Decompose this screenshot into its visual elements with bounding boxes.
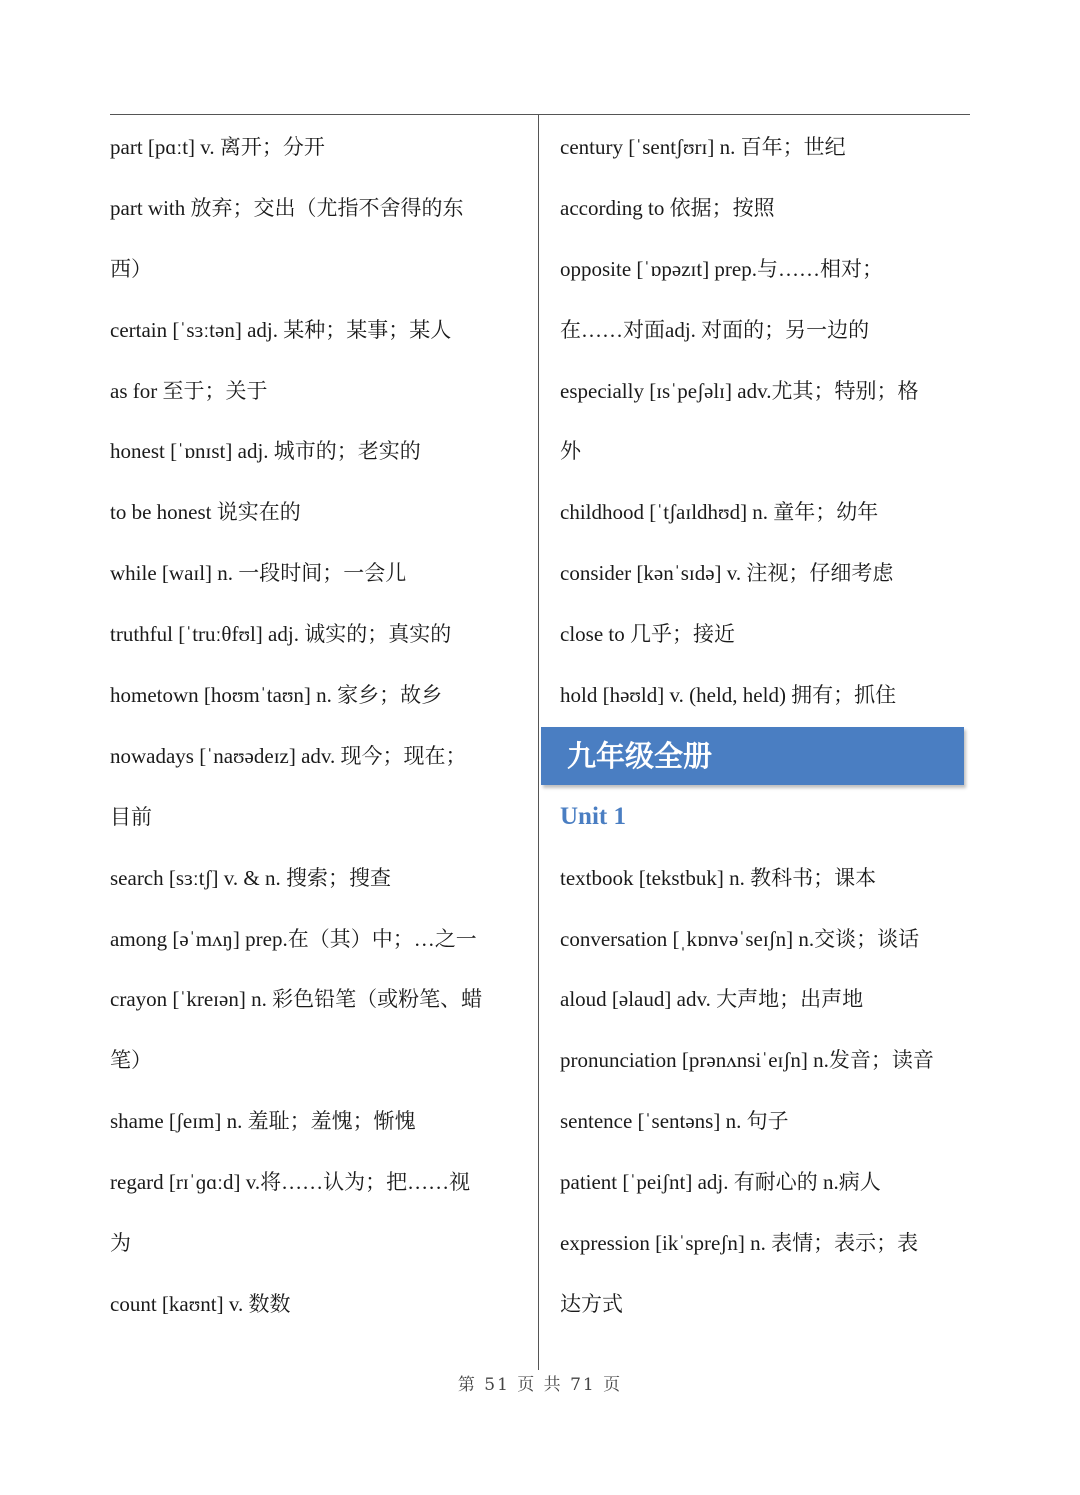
vocab-line: conversation [ˌkɒnvəˈseɪʃn] n.交谈；谈话 (560, 926, 920, 951)
vocab-line: while [waɪl] n. 一段时间；一会儿 (110, 561, 407, 586)
vocab-line: close to 几乎；接近 (560, 622, 735, 647)
vocab-line: childhood [ˈtʃaɪldhʊd] n. 童年；幼年 (560, 500, 879, 525)
vocab-line: nowadays [ˈnaʊədeɪz] adv. 现今；现在； (110, 743, 467, 768)
vocab-line: as for 至于；关于 (110, 378, 268, 403)
vocab-line: 达方式 (560, 1291, 623, 1316)
vocab-line: certain [ˈsɜːtən] adj. 某种；某事；某人 (110, 317, 452, 342)
vocab-line: 外 (560, 439, 581, 464)
vocab-line: crayon [ˈkreɪən] n. 彩色铅笔（或粉笔、蜡 (110, 987, 483, 1012)
vocab-line: 目前 (110, 804, 152, 829)
vocab-line: hold [həʊld] v. (held, held) 拥有；抓住 (560, 683, 897, 708)
vocab-line: search [sɜːtʃ] v. & n. 搜索；搜查 (110, 865, 391, 890)
grade-banner: 九年级全册 (541, 727, 964, 785)
vocab-line: opposite [ˈɒpəzɪt] prep.与……相对； (560, 256, 883, 281)
left-column (110, 117, 525, 1335)
vocab-line: especially [ɪsˈpeʃəlɪ] adv.尤其；特别；格 (560, 378, 919, 403)
vocab-line: 西） (110, 256, 152, 281)
vocab-line: patient [ˈpeiʃnt] adj. 有耐心的 n.病人 (560, 1170, 881, 1195)
vocab-line: expression [ikˈspreʃn] n. 表情；表示；表 (560, 1231, 919, 1256)
vocab-line: according to 依据；按照 (560, 195, 775, 220)
vocab-line: aloud [əlaud] adv. 大声地；出声地 (560, 987, 864, 1012)
vocab-line: 笔） (110, 1048, 152, 1073)
vocab-line: 在……对面adj. 对面的；另一边的 (560, 317, 870, 342)
vocab-line: honest [ˈɒnɪst] adj. 城市的；老实的 (110, 439, 421, 464)
vocab-line: among [əˈmʌŋ] prep.在（其）中；…之一 (110, 926, 477, 951)
vocab-line: century [ˈsentʃʊrɪ] n. 百年；世纪 (560, 135, 846, 159)
vocab-line: part with 放弃；交出（尤指不舍得的东 (110, 195, 464, 220)
vocab-line: regard [rɪˈɡɑːd] v.将……认为；把……视 (110, 1170, 471, 1195)
vocab-line: hometown [hoʊmˈtaʊn] n. 家乡；故乡 (110, 683, 443, 708)
vocab-line: truthful [ˈtruːθfʊl] adj. 诚实的；真实的 (110, 622, 452, 647)
vocab-line: shame [ʃeɪm] n. 羞耻；羞愧；惭愧 (110, 1109, 416, 1134)
vocab-line: consider [kənˈsɪdə] v. 注视；仔细考虑 (560, 561, 894, 586)
page-footer: 第 51 页 共 71 页 (457, 1375, 623, 1395)
column-divider (538, 114, 539, 1370)
vocab-line: count [kaʊnt] v. 数数 (110, 1291, 291, 1316)
unit-heading: Unit 1 (560, 802, 626, 830)
vocab-line: pronunciation [prənʌnsiˈeɪʃn] n.发音；读音 (560, 1048, 934, 1073)
vocab-line: sentence [ˈsentəns] n. 句子 (560, 1109, 789, 1134)
right-column (560, 117, 970, 1335)
vocab-line: to be honest 说实在的 (110, 500, 301, 525)
vocab-line: 为 (110, 1231, 131, 1256)
vocab-line: part [pɑːt] v. 离开；分开 (110, 135, 325, 159)
vocab-line: textbook [tekstbuk] n. 教科书；课本 (560, 865, 877, 890)
top-rule (110, 114, 970, 115)
